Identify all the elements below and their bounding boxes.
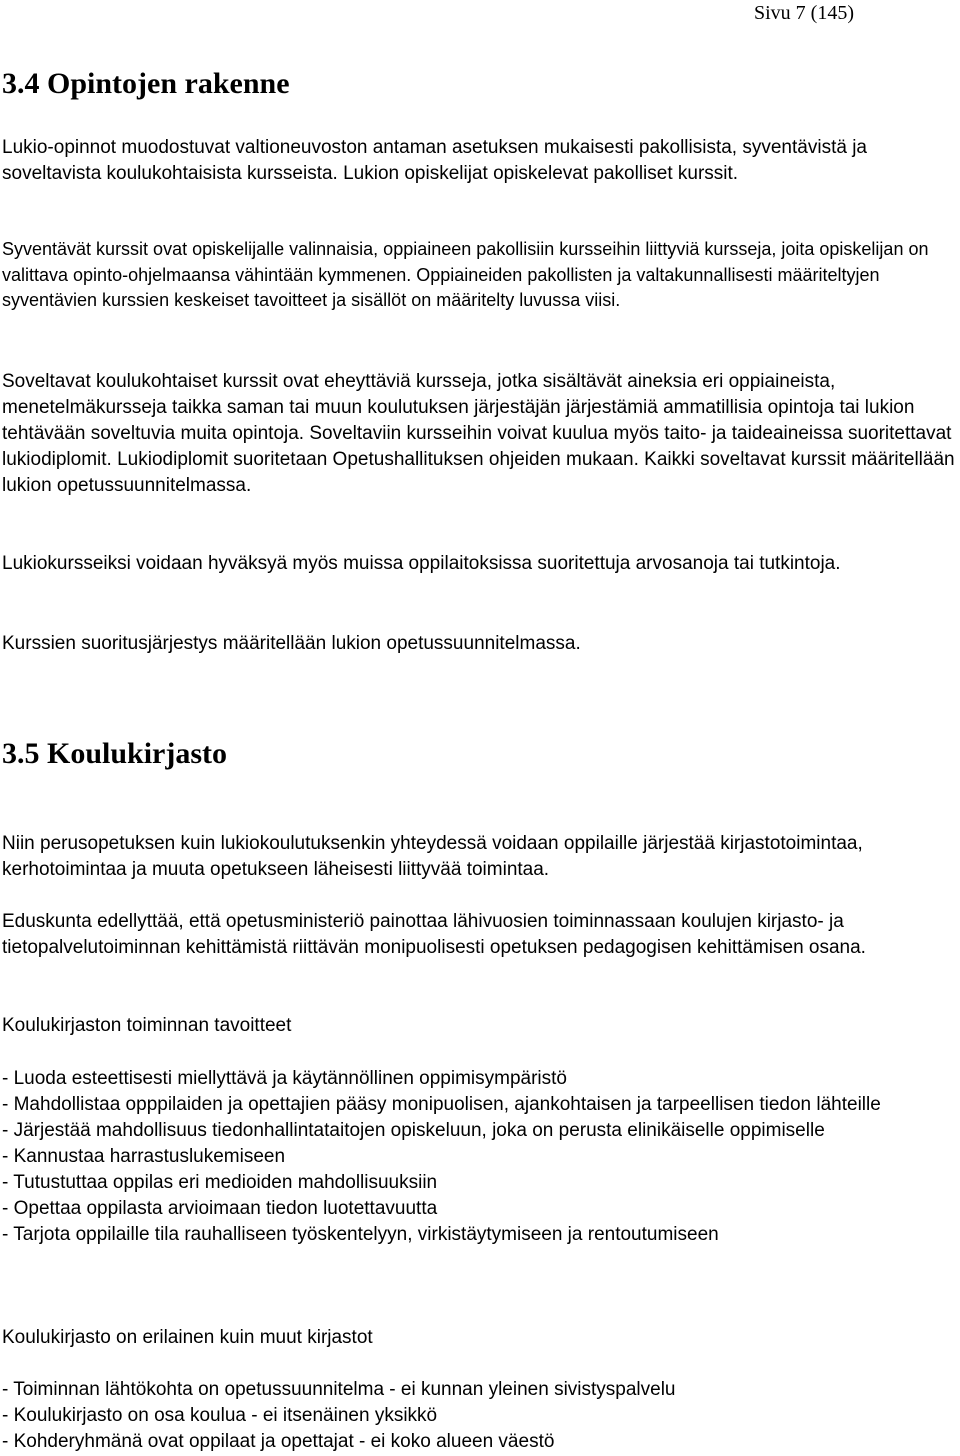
list-item: - Tarjota oppilaille tila rauhalliseen työskentelyyn, virkistäytymiseen ja rentoutumiseen — [2, 1224, 719, 1245]
paragraph: Niin perusopetuksen kuin lukiokoulutuksenkin yhteydessä voidaan oppilaille järjestää kirjastotoimintaa, kerhotoimintaa ja muuta opetukseen läheisesti liittyvää toimintaa. — [2, 833, 863, 880]
differences-list — [2, 1377, 958, 1455]
goals-list — [2, 1066, 958, 1248]
paragraph: Eduskunta edellyttää, että opetusministeriö painottaa lähivuosien toiminnassaan koulujen kirjasto- ja tietopalvelutoiminnan kehittämistä riittävän monipuolisesti opetuksen pedagogisen kehittämisen osana. — [2, 911, 866, 958]
list-item: - Luoda esteettisesti miellyttävä ja käytännöllinen oppimisympäristö — [2, 1068, 567, 1089]
list-item: - Toiminnan lähtökohta on opetussuunnitelma - ei kunnan yleinen sivistyspalvelu — [2, 1379, 676, 1400]
goals-title: Koulukirjaston toiminnan tavoitteet — [2, 1015, 292, 1036]
list-item: - Koulukirjasto on osa koulua - ei itsenäinen yksikkö — [2, 1405, 438, 1426]
paragraph: Lukiokursseiksi voidaan hyväksyä myös muissa oppilaitoksissa suoritettuja arvosanoja tai tutkintoja. — [2, 553, 841, 574]
list-item: - Opettaa oppilasta arvioimaan tiedon luotettavuutta — [2, 1198, 438, 1219]
paragraph: Lukio-opinnot muodostuvat valtioneuvoston antaman asetuksen mukaisesti pakollisista, syventävistä ja soveltavista koulukohtaisista kursseista. Lukion opiskelijat opiskelevat pakolliset kurssit. — [2, 137, 867, 184]
differences-title: Koulukirjasto on erilainen kuin muut kirjastot — [2, 1327, 373, 1348]
section-heading-3-4: 3.4 Opintojen rakenne — [2, 67, 290, 100]
list-item: - Mahdollistaa opppilaiden ja opettajien pääsy monipuolisen, ajankohtaisen ja tarpeellisen tiedon lähteille — [2, 1094, 881, 1115]
list-item: - Kannustaa harrastuslukemiseen — [2, 1146, 286, 1167]
list-item: - Tutustuttaa oppilas eri medioiden mahdollisuuksiin — [2, 1172, 438, 1193]
list-item: - Kohderyhmänä ovat oppilaat ja opettajat - ei koko alueen väestö — [2, 1431, 555, 1452]
paragraph: Syventävät kurssit ovat opiskelijalle valinnaisia, oppiaineen pakollisiin kursseihin liittyviä kursseja, joita opiskelijan on valittava opinto-ohjelmaansa vähintään kymmenen. Oppiaineiden pakollisten ja valtakunnallisesti määriteltyjen syventävien kurssien keskeiset tavoitteet ja sisällöt on määritelty luvussa viisi. — [2, 239, 929, 310]
paragraph: Kurssien suoritusjärjestys määritellään lukion opetussuunnitelmassa. — [2, 633, 581, 654]
paragraph: Soveltavat koulukohtaiset kurssit ovat eheyttäviä kursseja, jotka sisältävät aineksia eri oppiaineista, menetelmäkursseja taikka saman tai muun koulutuksen järjestäjän järjestämiä ammatillisia opintoja tai lukion tehtävään soveltuvia muita opintoja. Soveltaviin kursseihin voivat kuulua myös taito- ja taideaineissa suoritettavat lukiodiplomit. Lukiodiplomit suoritetaan Opetushallituksen ohjeiden mukaan. Kaikki soveltavat kurssit määritellään lukion opetussuunnitelmassa. — [2, 371, 955, 496]
list-item: - Järjestää mahdollisuus tiedonhallintataitojen opiskeluun, joka on perusta elinikäiselle oppimiselle — [2, 1120, 825, 1141]
section-heading-3-5: 3.5 Koulukirjasto — [2, 737, 228, 770]
page-number: Sivu 7 (145) — [754, 2, 854, 24]
